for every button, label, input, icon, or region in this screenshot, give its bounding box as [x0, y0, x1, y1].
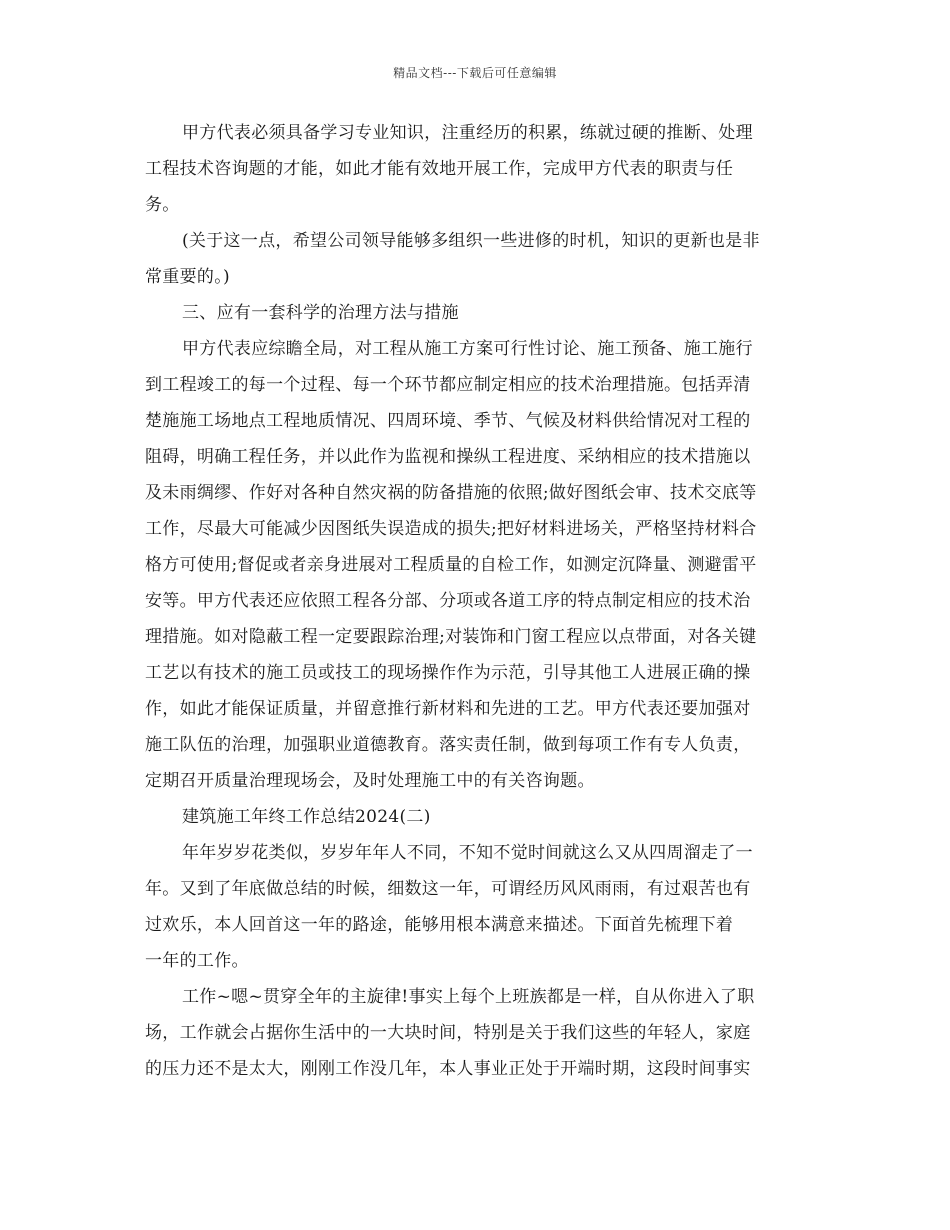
- paragraph-line: 工程技术咨询题的才能，如此才能有效地开展工作，完成甲方代表的职责与任: [145, 159, 734, 179]
- paragraph-line: 工艺以有技术的施工员或技工的现场操作作为示范，引导其他工人进展正确的操: [145, 663, 751, 683]
- paragraph-line: 一年的工作。: [145, 951, 249, 971]
- paragraph-line: 年。又到了年底做总结的时候，细数这一年，可谓经历风风雨雨，有过艰苦也有: [145, 879, 751, 899]
- paragraph-line: 工作，尽最大可能减少因图纸失误造成的损失;把好材料进场关，严格坚持材料合: [145, 519, 757, 539]
- paragraph-line: 阻碍，明确工程任务，并以此作为监视和操纵工程进度、采纳相应的技术措施以: [145, 447, 751, 467]
- paragraph-line: 的压力还不是太大，刚刚工作没几年，本人事业正处于开端时期，这段时间事实: [145, 1059, 751, 1079]
- paragraph-first-line: (关于这一点，希望公司领导能够多组织一些进修的时机，知识的更新也是非: [182, 231, 760, 251]
- paragraph-first-line: 三、应有一套科学的治理方法与措施: [182, 303, 459, 323]
- paragraph-first-line: 甲方代表应综瞻全局，对工程从施工方案可行性讨论、施工预备、施工施行: [182, 339, 753, 359]
- paragraph-line: 安等。甲方代表还应依照工程各分部、分项或各道工序的特点制定相应的技术治: [145, 591, 751, 611]
- paragraph-first-line: 工作~嗯~贯穿全年的主旋律!事实上每个上班族都是一样，自从你进入了职: [182, 987, 755, 1007]
- document-body: [145, 115, 810, 1087]
- paragraph-line: 到工程竣工的每一个过程、每一个环节都应制定相应的技术治理措施。包括弄清: [145, 375, 751, 395]
- paragraph-line: 楚施施工场地点工程地质情况、四周环境、季节、气候及材料供给情况对工程的: [145, 411, 751, 431]
- paragraph-first-line: 年年岁岁花类似，岁岁年年人不同，不知不觉时间就这么又从四周溜走了一: [182, 843, 753, 863]
- paragraph-line: 格方可使用;督促或者亲身进展对工程质量的自检工作，如测定沉降量、测避雷平: [145, 555, 757, 575]
- paragraph-line: 定期召开质量治理现场会，及时处理施工中的有关咨询题。: [145, 771, 595, 791]
- paragraph-line: 场，工作就会占据你生活中的一大块时间，特别是关于我们这些的年轻人，家庭: [145, 1023, 751, 1043]
- page-header: 精品文档---下载后可任意编辑: [393, 66, 557, 80]
- paragraph-first-line: 建筑施工年终工作总结2024(二): [182, 807, 431, 827]
- paragraph-line: 及未雨绸缪、作好对各种自然灾祸的防备措施的依照;做好图纸会审、技术交底等: [145, 483, 757, 503]
- paragraph-line: 过欢乐，本人回首这一年的路途，能够用根本满意来描述。下面首先梳理下着: [145, 915, 734, 935]
- paragraph-line: 施工队伍的治理，加强职业道德教育。落实责任制，做到每项工作有专人负责，: [145, 735, 751, 755]
- paragraph-line: 务。: [145, 195, 180, 215]
- paragraph-line: 常重要的。): [145, 267, 230, 287]
- paragraph-line: 理措施。如对隐蔽工程一定要跟踪治理;对装饰和门窗工程应以点带面，对各关键: [145, 627, 757, 647]
- paragraph-line: 作，如此才能保证质量，并留意推行新材料和先进的工艺。甲方代表还要加强对: [145, 699, 751, 719]
- paragraph-first-line: 甲方代表必须具备学习专业知识，注重经历的积累，练就过硬的推断、处理: [182, 123, 753, 143]
